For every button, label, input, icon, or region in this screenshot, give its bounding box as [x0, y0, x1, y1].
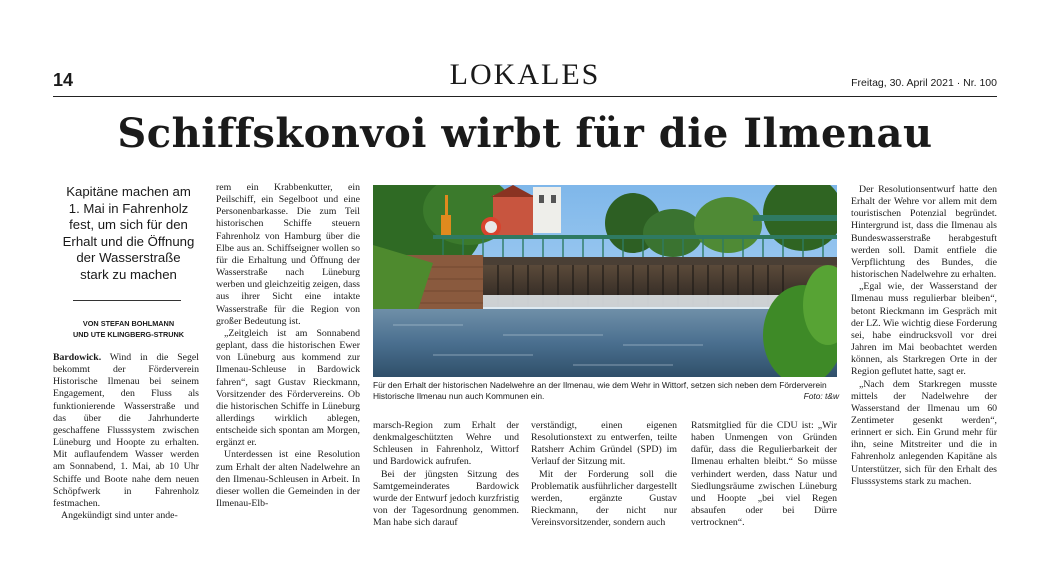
text-column-5 [691, 420, 837, 529]
dateline-place: Bardowick. [53, 352, 102, 363]
text-column-2 [216, 182, 360, 510]
paragraph: verständigt, einen eigenen Resolutionstext zu entwerfen, teilte Ratsherr Achim Gründel (SPD) im Verlauf der Sitzung mit. [531, 420, 677, 468]
paragraph: „Zeitgleich ist am Sonnabend geplant, dass die historischen Ewer von Lüneburg aus kommend zur Ilmenau-Schleuse in Bardowick fahren“, sagt Gustav Rieckmann, Vorsitzender des Fördervereins. Ob die historischen Schiffe in Lüneburg allerdings wirklich ablegen, entscheide sich spontan am Morgen, ergänzt er. [216, 327, 360, 449]
deck-line: fest, um sich für den [69, 217, 188, 232]
paragraph: Ratsmitglied für die CDU ist: „Wir haben Unmengen von Gründen dafür, dass die Regulierbarkeit der Ilmenau erhalten bleibt.“ So müsse verhindert werden, dass Natur und Siedlungsräume zwischen Lüneburg und Hoopte „bei viel Regen absaufen oder bei Dürre vertrocknen“. [691, 420, 837, 529]
deck-line: stark zu machen [80, 266, 177, 282]
text-column-1 [53, 352, 199, 522]
byline [60, 318, 197, 340]
paragraph: rem ein Krabbenkutter, ein Peilschiff, ein Segelboot und eine Personenbarkasse. Die zum Teil historischen Schiffe steuern Fahrenholz von Hamburg über die Elbe aus an. Schiffseigner wollen so für die Erhaltung und Öffnung der Wasserstraße nach Lüneburg werben und gleichzeitig zeigen, dass aus ihrer Sicht eine intakte Wasserstraße für die Region von großer Bedeutung ist. [216, 182, 360, 327]
page-number: 14 [53, 70, 74, 90]
paragraph: „Egal wie, der Wasserstand der Ilmenau muss regulierbar bleiben“, betont Rieckmann im Gespräch mit der LZ. Wie wichtig diese Forderung sei, habe eindrucksvoll vor drei Jahren im Mai beobachtet werden können, als Starkregen Orte in der Region geflutet hatte, sagt er. [851, 281, 997, 378]
paragraph: Der Resolutionsentwurf hatte den Erhalt der Wehre vor allem mit dem touristischen Potenzial begründet. Hintergrund ist, dass die Ilmenau als Bundeswasserstraße herabgestuft werden soll. Damit entfiele die Verpflichtung des Bundes, die historischen Nadelwehre zu erhalten. [851, 184, 997, 281]
byline-author: VON STEFAN BOHLMANN [82, 319, 175, 328]
text-column-3 [373, 420, 519, 529]
paragraph [53, 352, 199, 510]
paragraph: Bei der jüngsten Sitzung des Samtgemeinderates Bardowick wurde der Entwurf jedoch kurzfristig von der Tagesordnung genommen. Man habe sich darauf [373, 468, 519, 529]
caption-text: Für den Erhalt der historischen Nadelwehre an der Ilmenau, wie dem Wehr in Wittorf, setzen sich neben dem Förderverein Historische Ilmenau nun auch Kommunen ein. [373, 380, 827, 402]
deck-line: Kapitäne machen am [66, 184, 191, 199]
issue-dateline: Freitag, 30. April 2021 · Nr. 100 [851, 77, 997, 89]
text-column-4 [531, 420, 677, 529]
weir-photo-illustration [373, 185, 837, 377]
deck-line: der Wasserstraße [76, 250, 181, 265]
paragraph: „Nach dem Starkregen musste mittels der Nadelwehre der Wasserstand der Ilmenau um 60 Zentimeter gesenkt werden“, erinnert er sich. Ein Grund mehr für ihn, seine Mitstreiter und die in Fahrenholz anlegenden Kapitäne als Unterstützer, sich für den Erhalt des Flusssystems stark zu machen. [851, 378, 997, 487]
text-column-6 [851, 184, 997, 488]
paragraph: Unterdessen ist eine Resolution zum Erhalt der alten Nadelwehre an den Ilmenau-Schleusen in Arbeit. In dieser wollen die Gemeinden in der Ilmenau-Elb- [216, 449, 360, 510]
article-photo [373, 185, 837, 377]
paragraph: Mit der Forderung soll die Problematik ausführlicher dargestellt werden, ergänzte Gustav Rieckmann, der nicht nur Vereinsvorsitzender, sondern auch [531, 468, 677, 529]
section-title: LOKALES [449, 58, 601, 91]
header-rule [53, 96, 997, 97]
deck-line: 1. Mai in Fahrenholz [68, 200, 189, 216]
deck-divider [73, 300, 181, 301]
article-headline: Schiffskonvoi wirbt für die Ilmenau [117, 110, 933, 157]
deck-line: Erhalt und die Öffnung [62, 233, 195, 249]
article-deck [60, 184, 197, 283]
byline-author: UND UTE KLINGBERG-STRUNK [72, 330, 185, 339]
paragraph: Angekündigt sind unter ande- [61, 510, 178, 522]
photo-credit: Foto: t&w [803, 391, 839, 402]
paragraph-text: Wind in die Segel bekommt der Förderverein Historische Ilmenau bei seinem Engagement, den Fluss als funktionierende Wasserstraße und das über die Jahrhunderte geschaffene Flusssystem zwischen Lüneburg und Hoopte zu erhalten. Mit auflaufendem Wasser werden am Sonnabend, 1. Mai, ab 10 Uhr Schiffe und Boote nahe dem neuen Schöpfwerk in Fahrenholz festmachen. [53, 352, 199, 509]
paragraph: marsch-Region zum Erhalt der denkmalgeschützten Wehre und Schleusen in Fahrenholz, Wittorf und Bardowick aufrufen. [373, 420, 519, 468]
photo-caption [373, 380, 839, 403]
